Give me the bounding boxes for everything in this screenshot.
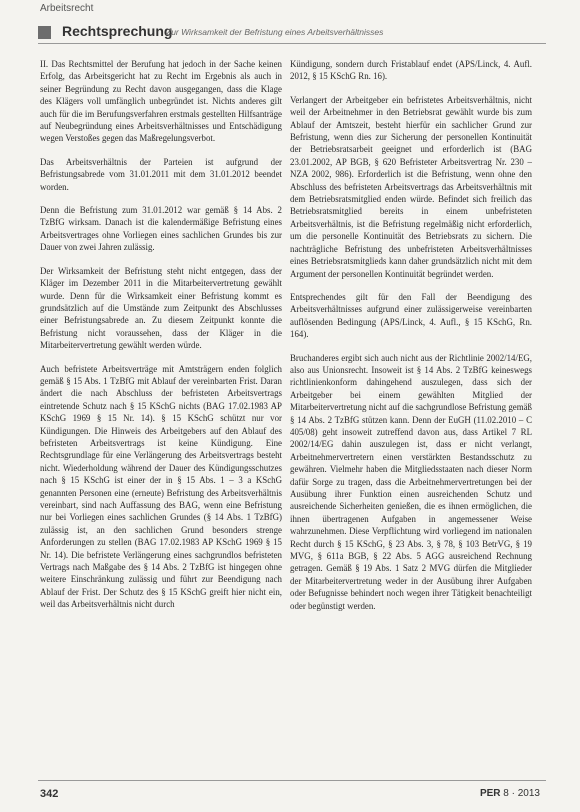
paragraph: II. Das Rechtsmittel der Berufung hat jedoch in der Sache keinen Erfolg, das Arbeitsgericht hat zu Recht im Ergebnis als auch in seiner Begründung zu Recht davon ausgegangen, dass die Klage des Klägers voll umfänglich unbegründet ist. Nichts anderes gilt auch für die im Berufungsverfahren erstmals gestellten Hilfsanträge auf Neubegründung eines Arbeitsverhältnisses und Entschädigung wegen Verstoßes gegen das Maßregelungsverbot.: [40, 59, 282, 144]
journal-reference: [480, 788, 540, 799]
paragraph: Auch befristete Arbeitsverträge mit Amtsträgern enden folglich gemäß § 15 Abs. 1 TzBfG mit Ablauf der vereinbarten Frist. Daran ändert die nach Abschluss der befristeten Arbeitsvertrags eintretende Schutz nach § 15 KSchG nichts (BAG 17.02.1983 AP KSchG 1969 § 15 Nr. 14). § 15 KSchG schützt nur vor Kündigungen. Die Hinweis des Arbeitgebers auf den Ablauf des befristeten Arbeitsvertrags ist keine Kündigung. Eine Rechtsgrundlage für eine Verlängerung des Arbeitsvertrags besteht nicht. Wiederholdung während der Dauer des Kündigungsschutzes nach § 15 KSchG ist einer der in § 15 Abs. 1 – 3 a KSchG genannten Personen eine (erneute) Befristung des Arbeitsverhältnis vereinbart, sind nach Auffassung des BAG, wenn eine Befristung nur bei Vorliegen eines sachlichen Grundes (§ 14 Abs. 1 TzBfG) zulässig ist, an den sachlichen Grund besonders strenge Anforderungen zu stellen (BAG 17.02.1983 AP KSchG 1969 § 15 Nr. 14). Die befristete Verlängerung eines sachgrundlos befristeten Vertrags nach Maßgabe des § 14 Abs. 2 TzBfG ist hingegen ohne weitere Einschränkung zulässig und führt zur Beendigung nach Ablauf der Frist. Der Schutz des § 15 KSchG greift hier nicht ein, weil das Arbeitsverhältnis nicht durch: [40, 363, 282, 610]
running-subtitle: Zur Wirksamkeit der Befristung eines Arbeitsverhältnisses: [166, 27, 384, 37]
header-marker: [38, 26, 51, 39]
section-label: Arbeitsrecht: [40, 3, 94, 14]
paragraph: Entsprechendes gilt für den Fall der Beendigung des Arbeitsverhältnisses aufgrund einer zulässigerweise vereinbarten auflösenden Bedingung (APS/Linck, 4. Aufl., § 15 KSchG, Rn. 164).: [290, 291, 532, 340]
paragraph: Verlangert der Arbeitgeber ein befristetes Arbeitsverhältnis, nicht weil der Arbeitnehmer in den Betriebsrat gewählt wurde bis zum Ablauf der Amtszeit, besteht hierfür ein sachlicher Grund zur Befristung, wenn dies zur Sicherung der personellen Kontinuität der Betriebsratsarbeit geeignet und erforderlich ist (BAG 23.01.2002, AP BGB, § 620 Befristeter Arbeitsvertrag Nr. 230 – NZA 2002, 986). Erforderlich ist die Befristung, wenn ohne den Abschluss des befristeten Arbeitsvertrags das Arbeitsverhältnis mit dem Betriebsratsmitglied enden würde. Befindet sich freilich das Betriebsratsmitglied bereits in einem unbefristeten Arbeitsverhältnis, ist die Befristung regelmäßig nicht erforderlich, um die personelle Kontinuität des Betriebsrats zu sichern. Die nachträgliche Befristung des unbefristeten Arbeitsverhältnisses eines Betriebsratsmitglieds kann daher grundsätzlich nicht mit dem Argument der personellen Kontinuität begründet werden.: [290, 94, 532, 279]
header-divider: [38, 43, 546, 44]
running-title: Rechtsprechung: [62, 23, 173, 39]
journal-issue: 8 · 2013: [503, 788, 540, 799]
page-number: 342: [40, 788, 59, 800]
paragraph: Denn die Befristung zum 31.01.2012 war gemäß § 14 Abs. 2 TzBfG wirksam. Danach ist die kalendermäßige Befristung eines Arbeitsvertrages ohne Vorliegen eines sachlichen Grundes bis zur Dauer von zwei Jahren zulässig.: [40, 205, 282, 253]
paragraph: Das Arbeitsverhältnis der Parteien ist aufgrund der Befristungsabrede vom 31.01.2011 mit dem 31.01.2012 beendet worden.: [40, 156, 282, 192]
left-column: [40, 58, 282, 621]
journal-name: PER: [479, 788, 501, 799]
footer-divider: [38, 780, 546, 781]
right-column: [290, 58, 532, 622]
paragraph: Kündigung, sondern durch Fristablauf endet (APS/Linck, 4. Aufl. 2012, § 15 KSchG Rn. 16).: [290, 59, 532, 82]
paragraph: Der Wirksamkeit der Befristung steht nicht entgegen, dass der Kläger im Dezember 2011 in die Mitarbeitervertretung gewählt wurde. Denn für die Wirksamkeit einer Befristung kommt es grundsätzlich auf die Umstände zum Zeitpunkt des Abschlusses einer Befristungsabrede an. Zu diesem Zeitpunkt konnte die Befristung nicht voraussehen, dass der Kläger in die Mitarbeitervertretung gewählt werden würde.: [40, 265, 282, 351]
paragraph: Bruchanderes ergibt sich auch nicht aus der Richtlinie 2002/14/EG, also aus Unionsrecht. Insoweit ist § 14 Abs. 2 TzBfG keineswegs richtlinienkonform dahingehend auszulegen, dass sich der Arbeitgeber bei einem gewählten Mitglied der Mitarbeitervertretung nicht auf die sachgrundlose Befristung gemäß § 14 Abs. 2 TzBfG stützen kann. Denn der EuGH (11.02.2010 – C 405/08) geht insoweit zutreffend davon aus, dass Artikel 7 RL 2002/14/EG dahin auszulegen ist, dass er nicht verlangt, Arbeitnehmervertretern einen verstärkten Bestandsschutz zu gewähren. Vielmehr haben die Mitgliedsstaaten nach dieser Norm dafür Sorge zu tragen, dass die Arbeitnehmervertretungen bei der Ausübung ihrer Funktion einen ausreichenden Schutz und ausreichende Sicherheiten genießen, die es ihnen ermöglichen, die ihnen übertragenen Aufgaben in angemessener Weise wahrzunehmen. Diese Verpflichtung wird vorliegend im nationalen Recht durch § 15 KSchG, § 23 Abs. 3, § 78, § 103 BetrVG, § 19 MVG, § 611a BGB, § 22 Abs. 5 AGG ausreichend Rechnung getragen. Gemäß § 19 Abs. 1 Satz 2 MVG dürfen die Mitglieder der Mitarbeitervertretung weder in der Ausübung ihrer Aufgaben oder Befugnisse behindert noch wegen ihrer Tätigkeit benachteiligt oder begünstigt werden.: [290, 352, 532, 611]
